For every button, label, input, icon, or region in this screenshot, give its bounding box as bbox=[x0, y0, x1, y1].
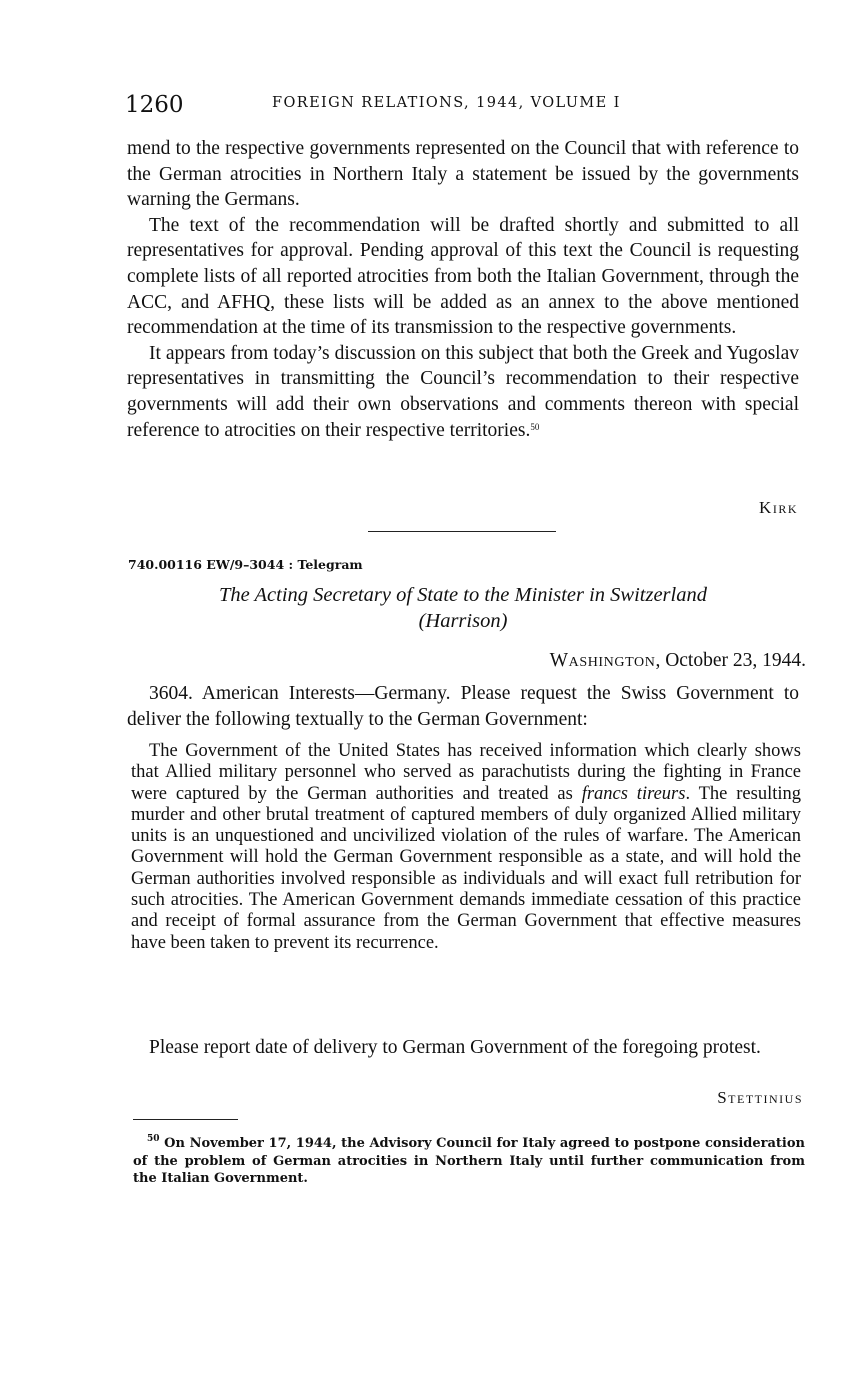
signature-stettinius: Stettinius bbox=[717, 1088, 803, 1107]
footnote bbox=[133, 1135, 805, 1188]
closing-paragraph-block bbox=[127, 1035, 799, 1061]
quote-italic-term: francs tireurs bbox=[581, 783, 686, 804]
page-header bbox=[125, 92, 805, 122]
quoted-statement bbox=[131, 741, 801, 954]
intro-paragraph: 3604. American Interests—Germany. Please request the Swiss Government to deliver the following textually to the German Government: bbox=[127, 683, 799, 730]
closing-paragraph: Please report date of delivery to German Government of the foregoing protest. bbox=[149, 1037, 761, 1058]
running-title: FOREIGN RELATIONS, 1944, VOLUME I bbox=[272, 95, 621, 111]
paragraph-3-text: It appears from today’s discussion on this subject that both the Greek and Yugoslav representatives in transmitting the Council’s recommendation to their respective governments will add their own observations and comments thereon with special reference to atrocities on their respective territories. bbox=[127, 342, 799, 441]
footnote-reference: 50 bbox=[530, 421, 540, 432]
paragraph-3 bbox=[127, 341, 799, 443]
file-reference: 740.00116 EW/9–3044 : Telegram bbox=[128, 557, 363, 572]
footnote-rule bbox=[133, 1119, 238, 1120]
heading-line-2: (Harrison) bbox=[418, 610, 508, 632]
quote-text-2: . The resulting murder and other brutal treatment of captured members of duly organized Allied military units is an unquestioned and uncivilized violation of the rules of warfare. The American Government will hold the German Government responsible as a state, and will hold the German authorities involved responsible as individuals and will exact full retribution for such atrocities. The American Government demands immediate cessation of this practice and receipt of formal assurance from the German Government that effective measures have been taken to prevent its recurrence. bbox=[131, 783, 802, 953]
signature-kirk: Kirk bbox=[759, 498, 798, 517]
page-number: 1260 bbox=[125, 92, 184, 118]
dateline-date: , October 23, 1944. bbox=[655, 650, 806, 671]
heading-line-1: The Acting Secretary of State to the Minister in Switzerland bbox=[219, 584, 707, 606]
paragraph-1: mend to the respective governments represented on the Council that with reference to the German atrocities in Northern Italy a statement be issued by the governments warning the Germans. bbox=[127, 138, 799, 211]
section-divider bbox=[368, 531, 556, 532]
paragraph-2: The text of the recommendation will be drafted shortly and submitted to all representatives for approval. Pending approval of this text the Council is requesting complete lists of all reported atrocities from both the Italian Government, through the ACC, and AFHQ, these lists will be added as an annex to the above mentioned recommendation at the time of its transmission to the respective governments. bbox=[127, 214, 799, 339]
previous-document-body bbox=[127, 136, 799, 443]
footnote-marker: 50 bbox=[147, 1134, 160, 1144]
footnote-text: On November 17, 1944, the Advisory Council for Italy agreed to postpone consideration of the problem of German atrocities in Northern Italy until further communication from the Italian Government. bbox=[133, 1136, 805, 1186]
quote-text-1: The Government of the United States has received information which clearly shows that Allied military personnel who served as parachutists during the fighting in France were captured by the German authorities and treated as bbox=[131, 741, 801, 804]
dateline bbox=[550, 650, 806, 672]
telegram-intro bbox=[127, 681, 799, 732]
dateline-place: Washington bbox=[549, 650, 656, 671]
document-heading bbox=[127, 582, 799, 634]
